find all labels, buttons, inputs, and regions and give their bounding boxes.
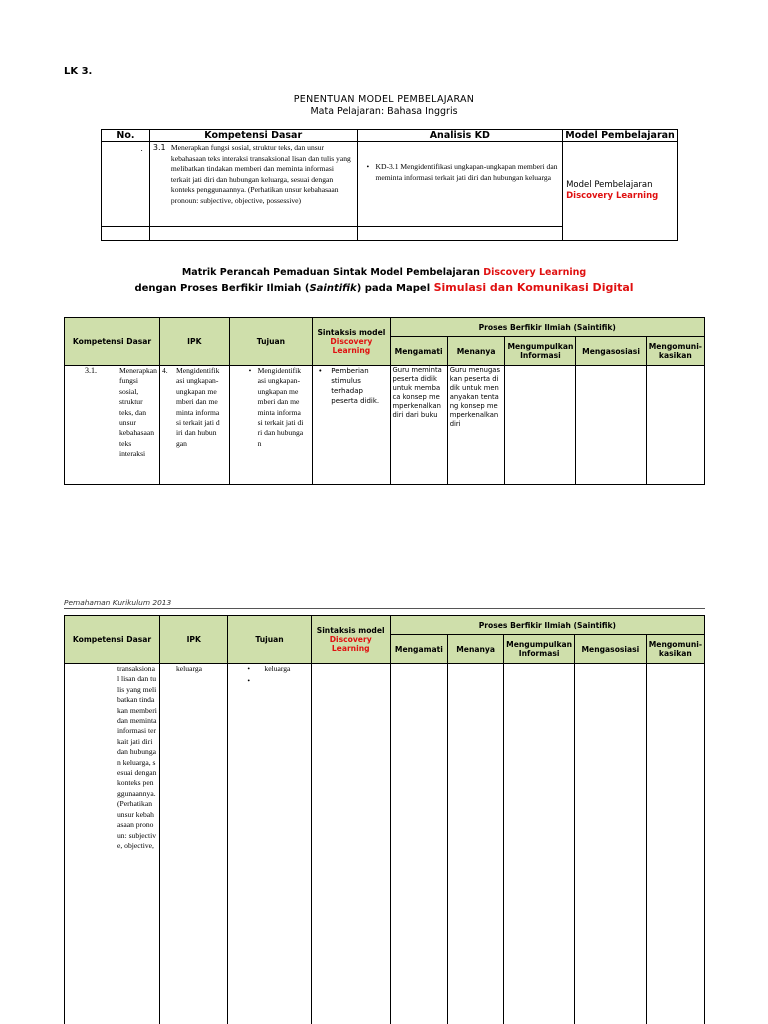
- col-kd: Kompetensi Dasar: [149, 130, 357, 142]
- table-row: [65, 664, 705, 1024]
- model-label: Model Pembelajaran: [566, 180, 653, 190]
- col-ipk: IPK: [160, 318, 230, 366]
- col-proses: Proses Berfikir Ilmiah (Saintifik): [390, 616, 704, 635]
- col-mengasosiasi: Mengasosiasi: [575, 635, 647, 664]
- col-ipk: IPK: [160, 616, 228, 664]
- col-mengasosiasi: Mengasosiasi: [576, 337, 646, 366]
- doc-title: PENENTUAN MODEL PEMBELAJARAN: [293, 94, 475, 105]
- col-mengumpulkan: Mengumpulkan Informasi: [505, 337, 576, 366]
- kd-text: Menerapkan fungsi sosial, struktur teks, dan unsur kebahasaan teks interaksi transaksional lisan dan tulis yang melibatkan tindakan memberi dan meminta informasi terkait jati diri dan hubungan keluarga, sesuai dengan konteks penggunaannya. (Perhatikan unsur kebahasaan pronoun: subjective, objective, possessive): [170, 143, 351, 205]
- col-tujuan: Tujuan: [228, 616, 311, 664]
- row-no: .: [140, 144, 143, 153]
- col-mengamati: Mengamati: [390, 337, 447, 366]
- col-mengomunikasikan: Mengomuni-kasikan: [646, 635, 704, 664]
- table-row: [102, 142, 678, 227]
- analisis-text: • KD-3.1 Mengidentifikasi ungkapan-ungkapan memberi dan meminta informasi terkait jati diri dan hubungan keluarga: [366, 162, 559, 183]
- col-tujuan: Tujuan: [229, 318, 313, 366]
- doc-subtitle: Mata Pelajaran: Bahasa Inggris: [310, 106, 458, 117]
- sintaksis-text: • Pemberian stimulus terhadap peserta didik.: [317, 366, 387, 406]
- tujuan-empty-bullet: [246, 676, 308, 686]
- tujuan-text-continued: • keluarga: [246, 664, 308, 674]
- col-sintaksis: Sintaksis model Discovery Learning: [311, 616, 390, 664]
- ipk-number: 4.: [162, 366, 168, 375]
- col-kompetensi-dasar: Kompetensi Dasar: [65, 318, 160, 366]
- menanya-text: Guru menugaskan peserta didik untuk menanyakan tentang konsep memperkenalkan diri: [449, 366, 501, 428]
- col-mengomunikasikan: Mengomuni-kasikan: [646, 337, 704, 366]
- model-table-header: [102, 130, 678, 142]
- ipk-text: Mengidentifikasi ungkapan-ungkapan memberi dan meminta informasi terkait jati diri dan hubungan: [176, 366, 220, 448]
- table-row: [65, 366, 705, 485]
- col-analisis: Analisis KD: [357, 130, 563, 142]
- matrix-table: [64, 317, 705, 485]
- col-menanya: Menanya: [448, 635, 504, 664]
- matrix-title-line2: dengan Proses Berfikir Ilmiah (Saintifik) pada Mapel Simulasi dan Komunikasi Digital: [134, 281, 634, 294]
- matrix-title-line1: Matrik Perancah Pemaduan Sintak Model Pembelajaran Discovery Learning: [181, 267, 587, 278]
- mengamati-text: Guru meminta peserta didik untuk membaca konsep memperkenalkan diri dari buku: [392, 366, 442, 419]
- col-kompetensi-dasar: Kompetensi Dasar: [65, 616, 160, 664]
- model-value: Discovery Learning: [566, 191, 659, 201]
- page-footer: Pemahaman Kurikulum 2013: [64, 598, 172, 607]
- kd-text-continued: transaksional lisan dan tulis yang melibatkan tindakan memberi dan meminta informasi terkait jati diri dan hubungan keluarga, sesuai dengan konteks penggunaannya. (Perhatikan unsur kebahasaan pronoun: subjective, objective,: [117, 664, 157, 850]
- footer-divider: [64, 608, 705, 609]
- col-mengamati: Mengamati: [390, 635, 447, 664]
- ipk-text-continued: keluarga: [176, 664, 203, 673]
- tujuan-text: • Mengidentifikasi ungkapan-ungkapan memberi dan meminta informasi terkait jati diri dan hubungan: [248, 366, 304, 449]
- col-sintaksis: Sintaksis model Discovery Learning: [313, 318, 390, 366]
- kd-number: 3.1: [152, 143, 166, 152]
- kd-number: 3.1.: [85, 366, 97, 375]
- col-menanya: Menanya: [447, 337, 505, 366]
- col-proses: Proses Berfikir Ilmiah (Saintifik): [390, 318, 704, 337]
- col-no: No.: [102, 130, 150, 142]
- matrix-table-continued: [64, 615, 705, 1024]
- kd-text: Menerapkan fungsi sosial, struktur teks, dan unsur kebahasaan teks interaksi: [119, 366, 157, 459]
- lk-label: LK 3.: [64, 66, 93, 77]
- model-table: [101, 129, 678, 241]
- col-model: Model Pembelajaran: [563, 130, 678, 142]
- col-mengumpulkan: Mengumpulkan Informasi: [504, 635, 575, 664]
